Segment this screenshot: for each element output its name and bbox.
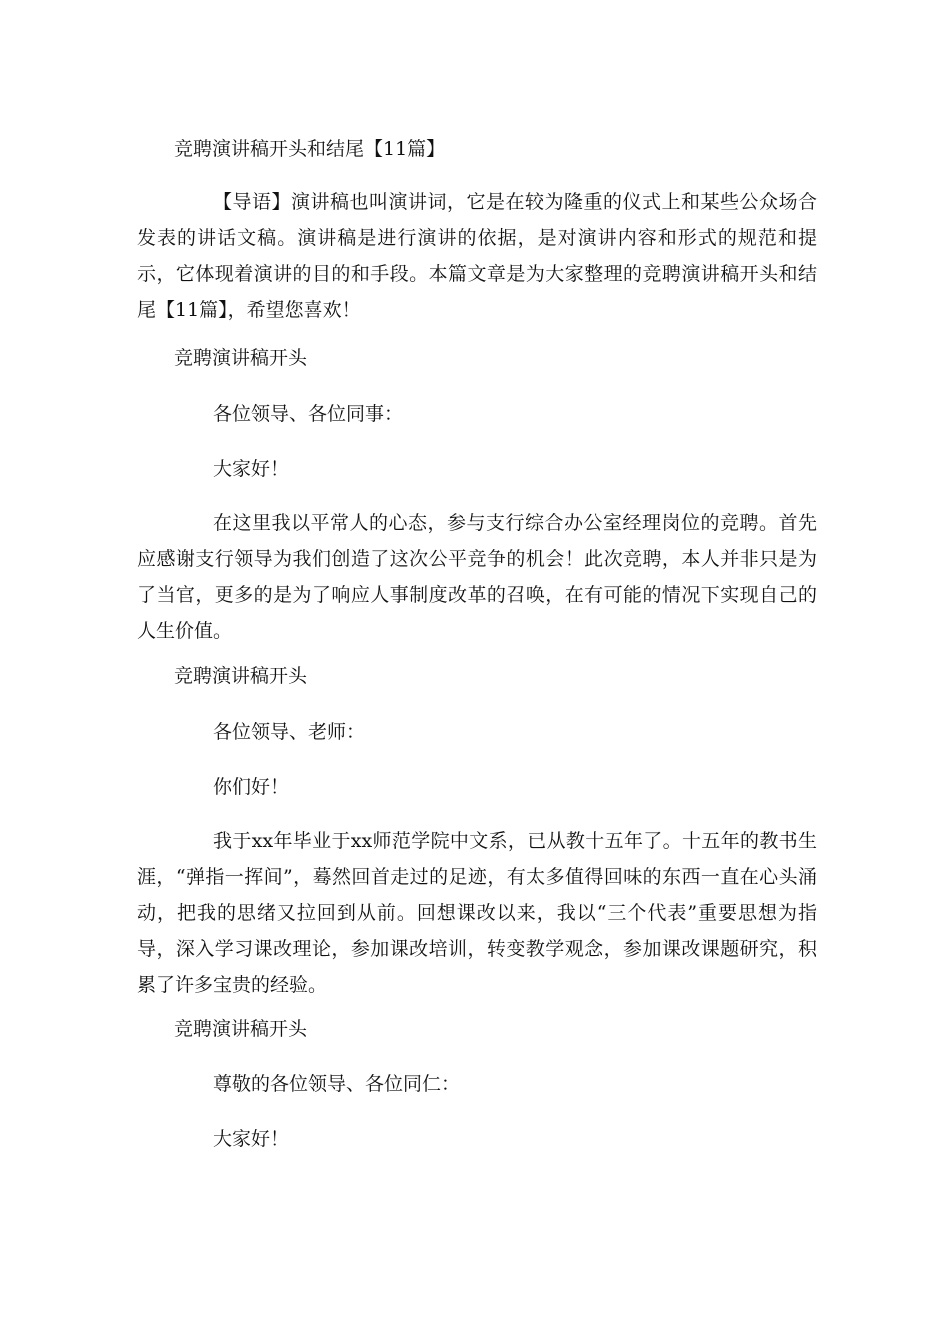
greeting: 你们好！ — [213, 776, 290, 798]
body-paragraph: 我于xx年毕业于xx师范学院中文系，已从教十五年了。十五年的教书生涯，“弹指一挥间”，蓦然回首走过的足迹，有太多值得回味的东西一直在心头涌动，把我的思绪又拉回到从前。回想课改以来，我以“三个代表”重要思想为指导，深入学习课改理论，参加课改培训，转变教学观念，参加课改课题研究，积累了许多宝贵的经验。 — [137, 830, 817, 996]
document-title: 竞聘演讲稿开头和结尾【11篇】 — [174, 138, 446, 160]
salutation: 各位领导、各位同事： — [213, 403, 404, 425]
section-heading: 竞聘演讲稿开头 — [174, 665, 308, 687]
greeting: 大家好！ — [213, 1128, 290, 1150]
salutation: 各位领导、老师： — [213, 721, 366, 743]
section-heading: 竞聘演讲稿开头 — [174, 1018, 308, 1040]
greeting: 大家好！ — [213, 458, 290, 480]
intro-paragraph: 【导语】演讲稿也叫演讲词，它是在较为隆重的仪式上和某些公众场合发表的讲话文稿。演讲稿是进行演讲的依据，是对演讲内容和形式的规范和提示，它体现着演讲的目的和手段。本篇文章是为大家整理的竞聘演讲稿开头和结尾【11篇】，希望您喜欢！ — [137, 191, 817, 321]
body-paragraph: 在这里我以平常人的心态，参与支行综合办公室经理岗位的竞聘。首先应感谢支行领导为我们创造了这次公平竞争的机会！此次竞聘，本人并非只是为了当官，更多的是为了响应人事制度改革的召唤，在有可能的情况下实现自己的人生价值。 — [137, 512, 817, 642]
section-heading: 竞聘演讲稿开头 — [174, 347, 308, 369]
salutation: 尊敬的各位领导、各位同仁： — [213, 1073, 461, 1095]
